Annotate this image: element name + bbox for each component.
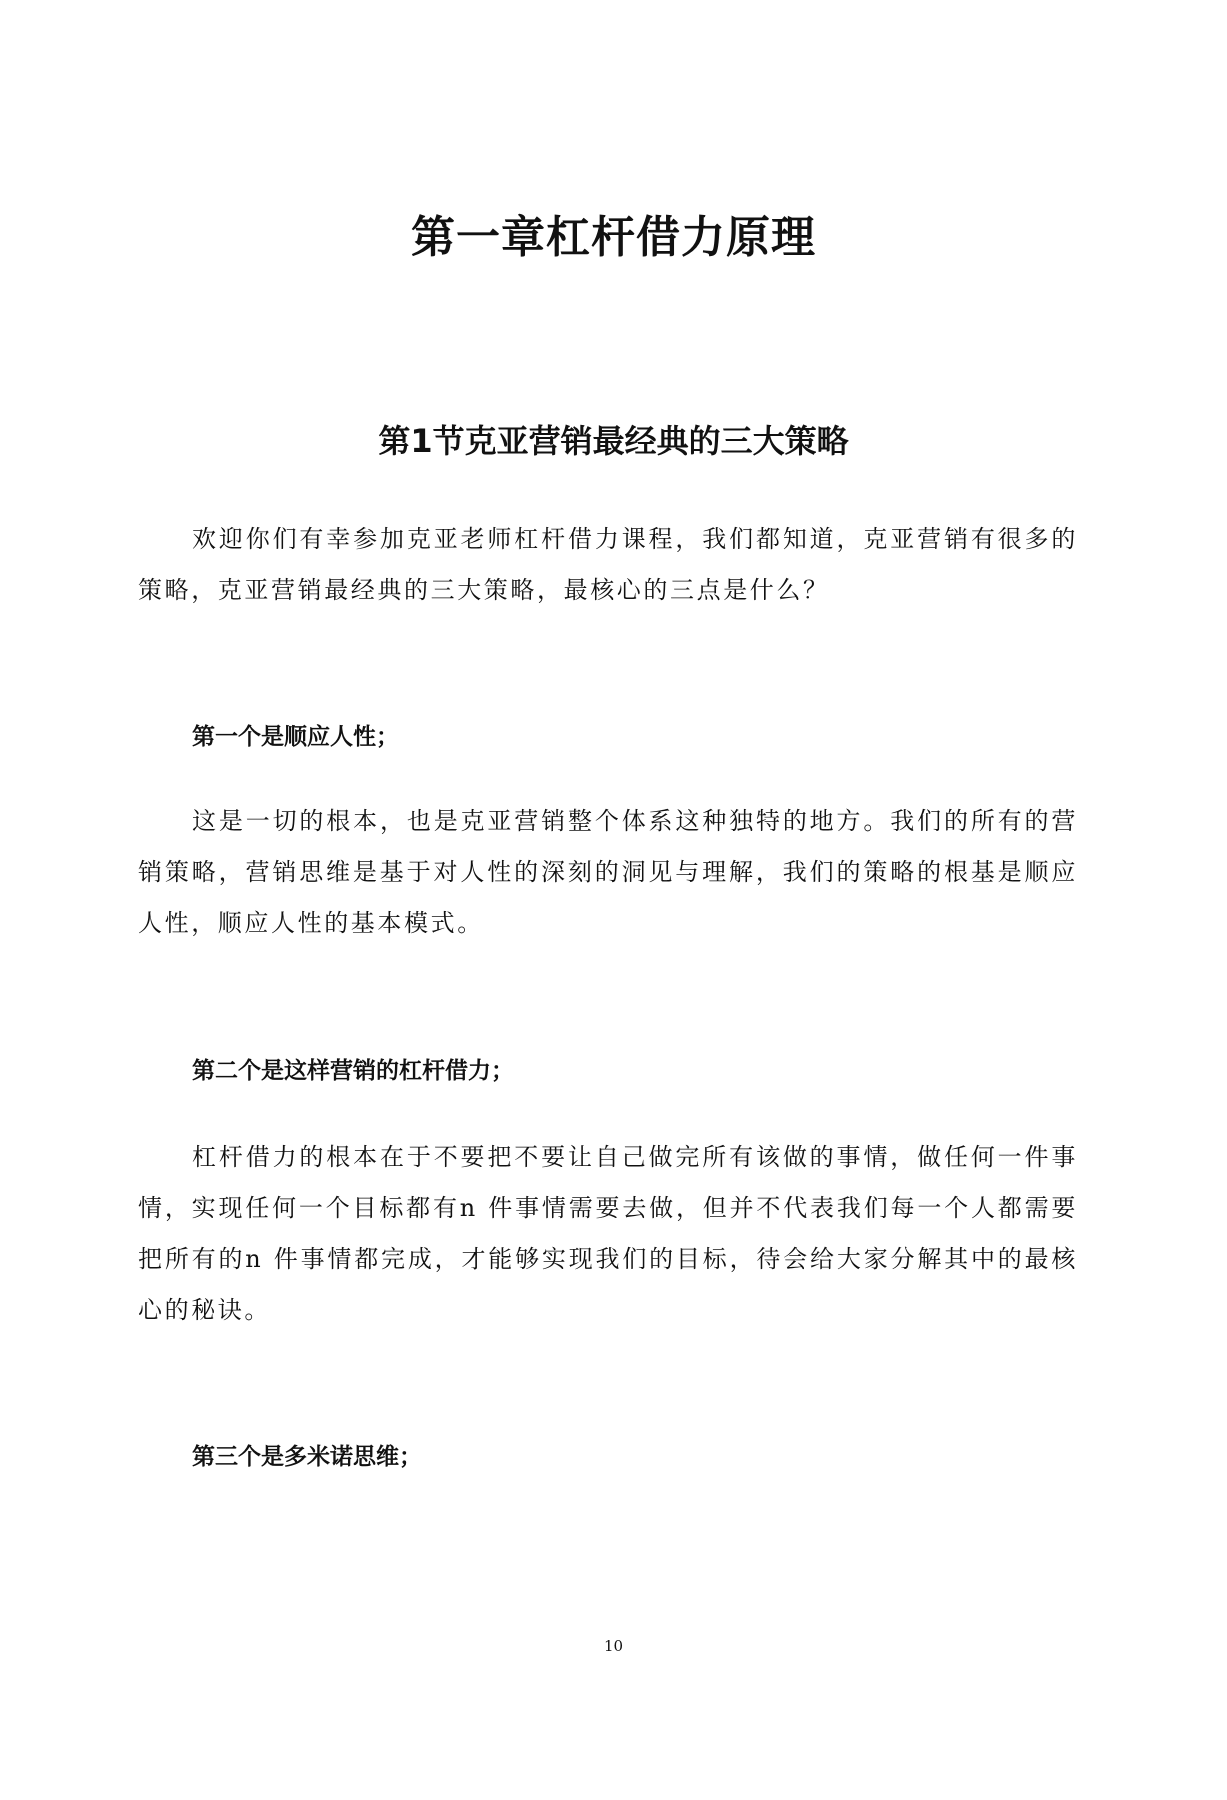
point-1-heading: 第一个是顺应人性； [192, 724, 399, 750]
point-2-paragraph: 杠杆借力的根本在于不要把不要让自己做完所有该做的事情，做任何一件事情，实现任何一个目标都有n 件事情需要去做，但并不代表我们每一个人都需要把所有的n 件事情都完成，才能够实现我们的目标，待会给大家分解其中的最核心的秘诀。 [138, 1143, 1078, 1324]
section-title: 第1节克亚营销最经典的三大策略 [378, 422, 849, 460]
point-2-heading: 第二个是这样营销的杠杆借力； [192, 1058, 514, 1084]
point-1-paragraph: 这是一切的根本，也是克亚营销整个体系这种独特的地方。我们的所有的营销策略，营销思维是基于对人性的深刻的洞见与理解，我们的策略的根基是顺应人性，顺应人性的基本模式。 [138, 807, 1078, 937]
page-number: 10 [603, 1637, 624, 1655]
chapter-title: 第一章杠杆借力原理 [411, 212, 816, 263]
intro-paragraph: 欢迎你们有幸参加克亚老师杠杆借力课程，我们都知道，克亚营销有很多的策略，克亚营销最经典的三大策略，最核心的三点是什么？ [138, 525, 1078, 604]
point-3-heading: 第三个是多米诺思维； [192, 1444, 422, 1470]
